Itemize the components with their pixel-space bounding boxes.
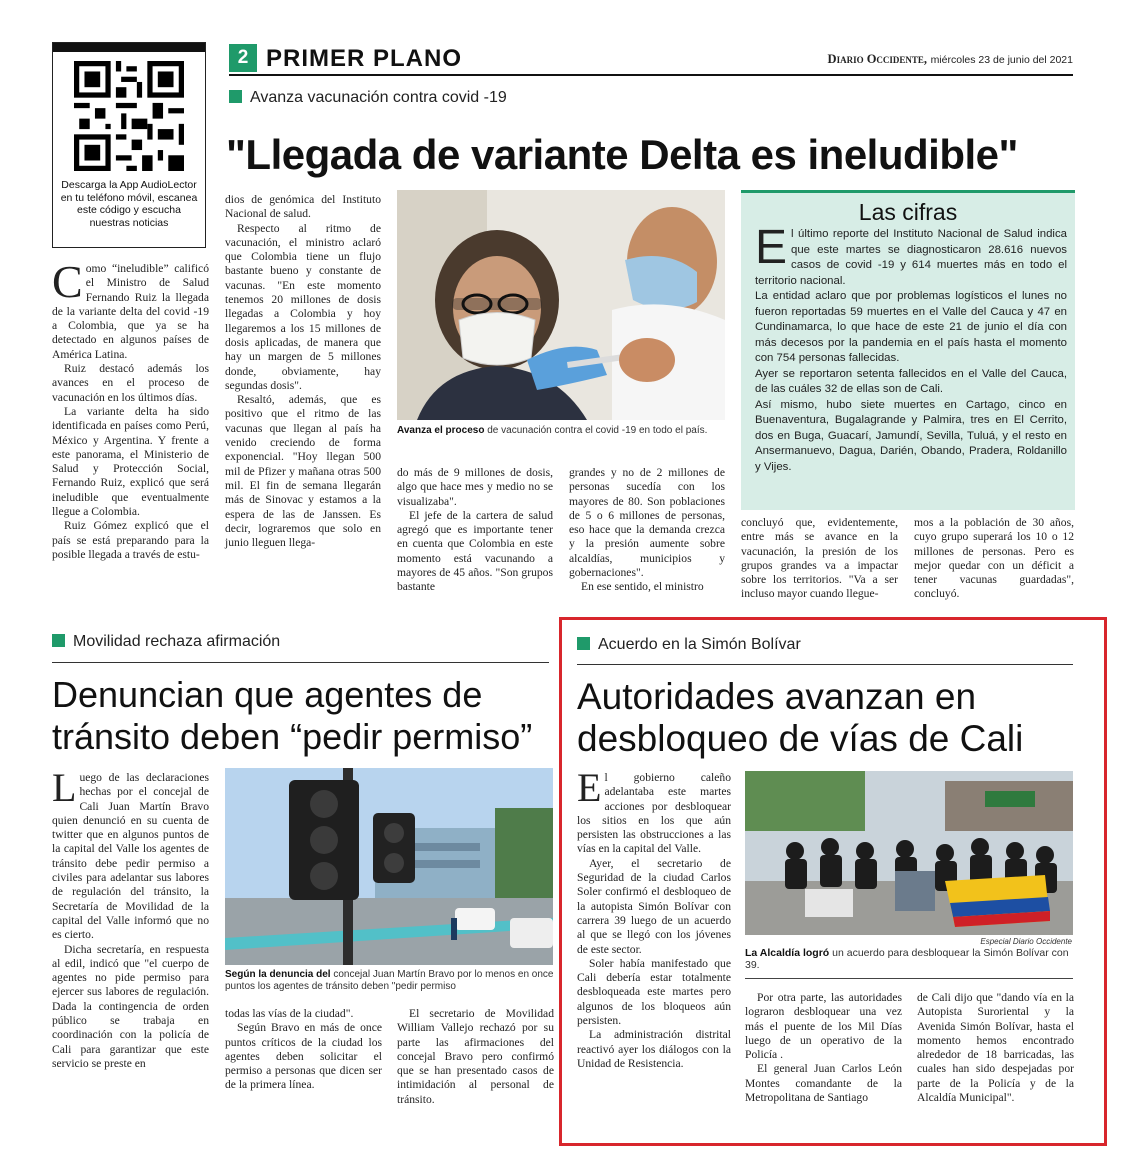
paragraph: Ruiz Gómez explicó que el país se está preparando para la posible llegada a través de estu- [52, 519, 209, 561]
header-rule [229, 74, 1073, 76]
story3-rule [577, 664, 1073, 665]
paragraph: Respecto al ritmo de vacunación, el ministro aclaró que Colombia tiene un flujo bastante bueno y constante de vacunas. "En este momento tenemos 20 millones de dosis llegadas a Colombia y hoy llegaremos a los 15 millones de dosis aplicadas, de manera que hay un margen de 5 millones donde, obviamente, hay segundas dosis". [225, 221, 381, 392]
section-title: PRIMER PLANO [266, 45, 463, 72]
qr-top-bar [53, 43, 205, 52]
paragraph: Por otra parte, las autoridades lograron desbloquear una vez más el puente de los Mil Días luego de un operativo de la Policía . [745, 991, 902, 1062]
paragraph: de Cali dijo que "dando vía en la Autopista Suroriental y la Avenida Simón Bolívar, hasta el momento hemos encontrado alrededor de 18 barricadas, las cuales han sido despejadas por parte de la Policía y de la Alcaldía Municipal". [917, 991, 1074, 1105]
story1-col4 [569, 466, 725, 595]
story2-photo-caption [225, 969, 555, 993]
story3-photo-caption [745, 947, 1073, 971]
caption-bold: Según la denuncia del [225, 969, 331, 980]
story2-col2 [225, 1007, 382, 1093]
story1-col6 [914, 516, 1074, 602]
qr-instructions: Descarga la App AudioLector en tu teléfono móvil, escanea este código y escucha nuestras noticias [60, 179, 198, 229]
paragraph: omo “ineludible” calificó el Ministro de Salud Fernando Ruiz la llegada de la variante delta del covid -19 a Colombia, que ya se ha detectado en algunos países de América Latina. [52, 262, 209, 361]
cifras-box [741, 190, 1075, 510]
paper-name: Diario Occidente, [827, 52, 928, 66]
kicker-square-icon [52, 634, 65, 647]
story3-col2 [745, 991, 902, 1105]
paragraph: El secretario de Movilidad William Vallejo rechazó por su parte las afirmaciones del concejal Bravo pero confirmó que se han presentado casos de intimidación al personal de tránsito. [397, 1007, 554, 1106]
story2-headline: Denuncian que agentes de tránsito deben “pedir permiso” [52, 674, 533, 757]
caption-text: de vacunación contra el covid -19 en todo el país. [484, 425, 708, 436]
paragraph: La administración distrital reactivó ayer los diálogos con la Unidad de Resistencia. [577, 1028, 731, 1070]
story3-caption-rule [745, 978, 1073, 979]
caption-text: un acuerdo para desbloquear la Simón Bolívar con 39. [745, 947, 1069, 971]
cifras-body [741, 221, 1075, 475]
paragraph: Dicha secretaría, en respuesta al edil, indicó que "el cuerpo de agentes no pide permiso para ejercer sus labores de regulación. Dada la contingencia de orden público se trabaja en coordinación con la policía de Cali para garantizar que este servicio se preste en [52, 942, 209, 1070]
story3-kicker-text: Acuerdo en la Simón Bolívar [598, 636, 801, 653]
paragraph: Así mismo, hubo siete muertes en Cartago, cinco en Buenaventura, Bugalagrande y Palmira, tres en El Cerrito, dos en Buga, Guacarí, Jamundí, Sevilla, Tuluá, y el resto en Ansermanuevo, Dagua, Darién, Obando, Pradera, Roldanillo y Vijes. [755, 398, 1067, 473]
paragraph: El jefe de la cartera de salud agregó que es importante tener en cuenta que Colombia en este momento está vacunando a mayores de 45 años. "Son grupos bastante [397, 508, 553, 594]
paragraph: Ayer se reportaron setenta fallecidos en el Valle del Cauca, de las cuáles 32 de ellas son de Cali. [755, 367, 1067, 395]
vaccination-photo [397, 190, 725, 420]
paragraph: grandes y no de 2 millones de personas sucedía con los mayores de 80. Son poblaciones de 5 o 6 millones de personas, eso hace que la demanda crezca y la presión aumente sobre alcaldías, municipios y gobernaciones". [569, 466, 725, 580]
paragraph: Ayer, el secretario de Seguridad de la ciudad Carlos Soler confirmó el desbloqueo de la autopista Simón Bolívar con carrera 39 luego de un acuerdo al que se llegó con los jóvenes de este sector. [577, 856, 731, 956]
caption-bold: Avanza el proceso [397, 425, 485, 436]
story1-headline: "Llegada de variante Delta es ineludible" [226, 131, 1018, 178]
paragraph: La entidad aclaro que por problemas logísticos el lunes no fueron reportadas 59 muertes en el Valle del Cauca y 47 en Cundinamarca, lo que hace de este 21 de junio el día con más decesos por la pandemia en el país hasta el momento con 754 personas fallecidas. [755, 290, 1067, 364]
story2-dropcap: L [52, 765, 77, 810]
paragraph: todas las vías de la ciudad". [225, 1007, 354, 1020]
masthead [828, 52, 1073, 67]
kicker-square-icon [229, 90, 242, 103]
paragraph: do más de 9 millones de dosis, algo que hace mes y medio no se visualizaba". [397, 466, 553, 508]
story2-col1 [52, 765, 209, 1071]
paragraph: En ese sentido, el ministro [581, 580, 704, 594]
paragraph: l último reporte del Instituto Nacional de Salud indica que este martes se diagnosticaron 28.616 nuevos casos de covid -19 y 614 muertes más en todo el territorio nacional. [755, 228, 1067, 287]
traffic-illustration [225, 768, 553, 965]
qr-code-icon [74, 61, 184, 171]
kicker-square-icon [577, 637, 590, 650]
paragraph: l gobierno caleño adelantaba este martes acciones por desbloquear los sitios en los que aún persisten las obstrucciones a las vías en la capital del Valle. [577, 771, 731, 856]
story2-kicker [52, 633, 280, 651]
paragraph: uego de las declaraciones hechas por el concejal de Cali Juan Martín Bravo quien denunció en su cuenta de twitter que en algunos puntos de la capital del Valle los agentes de tránsito debe pedir permiso a civiles para adelantar sus labores de regulación del tránsito, la Secretaría de Movilidad de la capital del Valle informó que no es cierto. [52, 771, 209, 942]
qr-box [52, 42, 206, 248]
paragraph: dios de genómica del Instituto Nacional de salud. [225, 193, 381, 221]
story2-rule [52, 662, 549, 663]
story1-photo-caption [397, 425, 727, 437]
story3-headline: Autoridades avanzan en desbloqueo de vías de Cali [577, 676, 1024, 759]
protest-illustration [745, 771, 1073, 935]
paragraph: Ruiz destacó además los avances en el proceso de vacunación en los últimos días. [52, 362, 209, 404]
paragraph: Según Bravo en más de once puntos críticos de la ciudad los agentes deben solicitar el permiso a personas que dicen ser de la primera línea. [225, 1021, 382, 1092]
page-number: 2 [229, 44, 257, 72]
story3-photo-credit: Especial Diario Occidente [980, 937, 1072, 946]
caption-text: concejal Juan Martín Bravo por lo menos en once puntos los agentes de tránsito deben "pedir permiso [225, 969, 554, 992]
paragraph: concluyó que, evidentemente, entre más se avance en la vacunación, la presión de los grupos grandes va a impactar sobre los territorios. "Va a ser incluso mayor cuando llegue- [741, 516, 898, 601]
paragraph: Soler había manifestado que Cali debería estar totalmente desbloqueada este martes pero algunos de los bloqueos aún persisten. [577, 956, 731, 1028]
story2-kicker-text: Movilidad rechaza afirmación [73, 633, 281, 650]
paragraph: mos a la población de 30 años, cuyo grupo superará los 10 o 12 millones de personas. Pero es mejor quedar con un déficit a tener vacunas guardadas", concluyó. [914, 516, 1074, 601]
story3-col1 [577, 765, 731, 1071]
issue-date: miércoles 23 de junio del 2021 [930, 54, 1073, 66]
story1-col5 [741, 516, 898, 602]
story1-col1 [52, 256, 209, 562]
story1-kicker-text: Avanza vacunación contra covid -19 [250, 89, 507, 106]
story2-col3 [397, 1007, 554, 1107]
caption-bold: La Alcaldía logró [745, 947, 830, 959]
protest-photo [745, 771, 1073, 935]
paragraph: El general Juan Carlos León Montes comandante de la Metropolitana de Santiago [745, 1062, 902, 1105]
story1-dropcap: C [52, 256, 83, 307]
cifras-title: Las cifras [858, 199, 958, 225]
story1-kicker [229, 89, 507, 107]
story1-col2 [225, 193, 381, 550]
story3-kicker [577, 636, 801, 654]
vaccination-illustration [397, 190, 725, 420]
story3-col3 [917, 991, 1074, 1105]
traffic-light-photo [225, 768, 553, 965]
paragraph: Resaltó, además, que es positivo que el ritmo de las vacunas que llegan al país ha venido creciendo de forma exponencial. "Hoy llegan 500 mil de Pfizer y mañana otras 500 mil. El fin de semana llegarán más de Sinovac y estamos a la espera de las de Janssen. Es decir, lograremos que solo en junio lleguen llega- [225, 393, 381, 550]
paragraph: La variante delta ha sido identificada en países como Perú, México y Argentina. Y frente a este panorama, el Ministerio de Salud y Protección Social, Fernando Ruiz, explicó que será ineludible que eventualmente llegue a Colombia. [52, 404, 209, 519]
cifras-dropcap: E [755, 221, 788, 274]
story1-col3 [397, 466, 553, 595]
story3-dropcap: E [577, 765, 602, 810]
